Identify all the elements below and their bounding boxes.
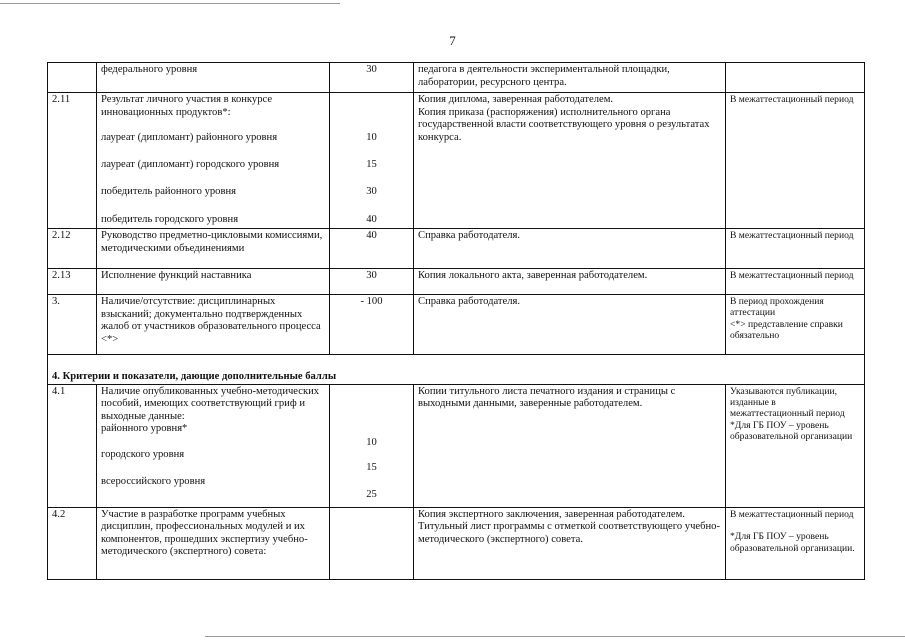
confirming-documents: Справка работодателя. <box>414 229 726 269</box>
confirming-documents: Копия экспертного заключения, заверенная работодателем. Титульный лист программы с отметкой соответствующего учебно-методического (экспертного) совета. <box>414 507 726 579</box>
sub-item: победитель районного уровня <box>101 186 236 198</box>
note: В межаттестационный период *Для ГБ ПОУ – уровень образовательной организации. <box>726 507 865 579</box>
score: - 100 <box>330 295 414 355</box>
confirming-documents: Копия локального акта, заверенная работодателем. <box>414 269 726 295</box>
table-row <box>48 295 865 355</box>
criterion-name: Наличие/отсутствие: дисциплинарных взысканий; документально подтвержденных жалоб от участников образовательного процесса <*> <box>97 295 330 355</box>
criterion-name: Результат личного участия в конкурсе инновационных продуктов*: <box>101 94 273 118</box>
criterion-cell <box>97 384 330 507</box>
score: 30 <box>330 63 414 93</box>
table-row <box>48 93 865 229</box>
sub-item: районного уровня* <box>101 423 188 435</box>
table-row <box>48 507 865 579</box>
sub-item: городского уровня <box>101 448 185 460</box>
note: В период прохождения аттестации <*> представление справки обязательно <box>726 295 865 355</box>
note: Указываются публикации, изданные в межаттестационный период *Для ГБ ПОУ – уровень образовательной организации <box>726 384 865 507</box>
scan-top-line <box>0 3 340 4</box>
confirming-documents: Копии титульного листа печатного издания и страницы с выходными данными, заверенные работодателем. <box>414 384 726 507</box>
score: 30 <box>330 269 414 295</box>
sub-score: 10 <box>366 436 377 448</box>
sub-item: лауреат (дипломант) районного уровня <box>101 132 278 144</box>
criteria-table <box>47 62 865 580</box>
criterion-name: федерального уровня <box>97 63 330 93</box>
criterion-name: Наличие опубликованных учебно-методических пособий, имеющих соответствующий гриф и выходные данные: <box>101 385 320 422</box>
score-cell <box>330 384 414 507</box>
note: В межаттестационный период <box>726 269 865 295</box>
criterion-name: Участие в разработке программ учебных дисциплин, профессиональных модулей и их компонентов, прошедших экспертизу учебно-методического (экспертного) совета: <box>97 507 330 579</box>
sub-score: 15 <box>366 462 377 474</box>
sub-score: 30 <box>366 186 377 198</box>
criterion-name: Руководство предметно-цикловыми комиссиями, методическими объединениями <box>97 229 330 269</box>
page-number: 7 <box>449 33 456 48</box>
row-number <box>48 63 97 93</box>
note: В межаттестационный период <box>726 93 865 229</box>
scan-bottom-line <box>205 636 905 637</box>
criterion-name: Исполнение функций наставника <box>97 269 330 295</box>
confirming-documents: Справка работодателя. <box>414 295 726 355</box>
row-number: 2.13 <box>48 269 97 295</box>
sub-score: 25 <box>366 488 377 500</box>
section-title: 4. Критерии и показатели, дающие дополнительные баллы <box>48 355 865 385</box>
row-number: 2.11 <box>48 93 97 229</box>
section-header-row <box>48 355 865 385</box>
score-cell <box>330 93 414 229</box>
row-number: 3. <box>48 295 97 355</box>
score: 40 <box>330 229 414 269</box>
row-number: 2.12 <box>48 229 97 269</box>
confirming-documents: педагога в деятельности экспериментальной площадки, лаборатории, ресурсного центра. <box>414 63 726 93</box>
table-row <box>48 63 865 93</box>
sub-score: 10 <box>366 132 377 143</box>
criterion-cell <box>97 93 330 229</box>
table-row <box>48 384 865 507</box>
note: В межаттестационный период <box>726 229 865 269</box>
sub-score: 15 <box>366 158 377 170</box>
confirming-documents: Копия диплома, заверенная работодателем. Копия приказа (распоряжения) исполнительного органа государственной власти соответствующего уровня о результатах конкурса. <box>414 93 726 229</box>
row-number: 4.2 <box>48 507 97 579</box>
sub-item: лауреат (дипломант) городского уровня <box>101 158 280 170</box>
table-row <box>48 269 865 295</box>
score <box>330 507 414 579</box>
sub-item: всероссийского уровня <box>101 475 206 487</box>
table-row <box>48 229 865 269</box>
note <box>726 63 865 93</box>
sub-item: победитель городского уровня <box>101 213 239 225</box>
row-number: 4.1 <box>48 384 97 507</box>
sub-score: 40 <box>366 213 377 225</box>
